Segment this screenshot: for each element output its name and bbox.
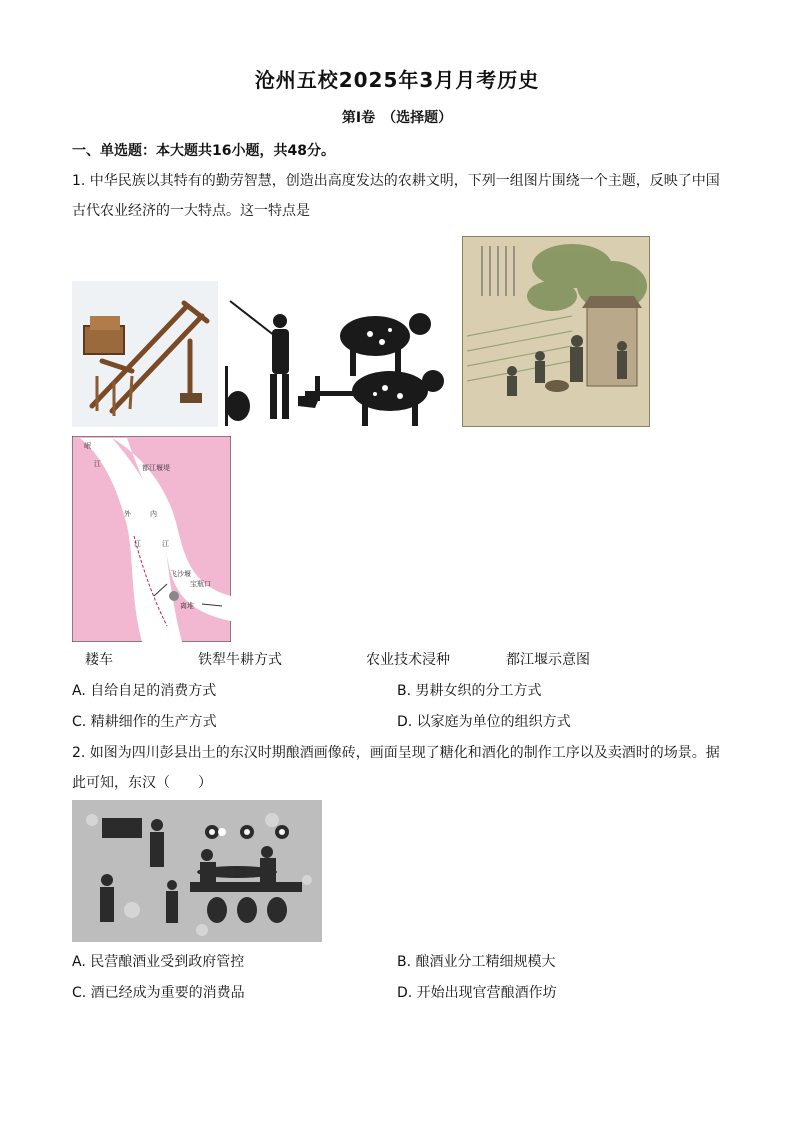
section-heading: 一、单选题：本大题共16小题，共48分。 [72,143,335,159]
q2-option-d[interactable]: D. 开始出现官营酿酒作坊 [397,985,557,1001]
map-label-min: 岷 [84,442,91,450]
q1-option-d[interactable]: D. 以家庭为单位的组织方式 [397,714,571,730]
dujiangyan-map-illustration [72,436,231,642]
caption-iron-plough: 铁犁牛耕方式 [198,652,282,668]
brewing-brick-image [72,800,322,942]
caption-dujiangyan: 都江堰示意图 [506,652,590,668]
question-2-stem-line1: 2. 如图为四川彭县出土的东汉时期酿酒画像砖，画面呈现了糖化和酒化的制作工序以及卖酒时的场景。据 [72,745,720,761]
question-1-stem-line2: 古代农业经济的一大特点。这一特点是 [72,203,310,219]
dujiangyan-map [72,436,231,642]
brewing-relief-illustration [72,800,322,942]
map-label-baopingkou: 宝瓶口 [190,580,211,588]
map-label-wai: 外 [124,510,131,518]
q2-option-a[interactable]: A. 民营酿酒业受到政府管控 [72,954,245,970]
ox-plough-illustration [220,296,448,427]
map-label-dam: 都江堰堤 [142,464,170,472]
q2-option-b[interactable]: B. 酿酒业分工精细规模大 [397,954,556,970]
q2-option-c[interactable]: C. 酒已经成为重要的消费品 [72,985,245,1001]
question-2-stem [72,738,732,798]
map-label-nei: 内 [150,510,157,518]
question-2-stem-line2: 此可知，东汉（ ） [72,775,212,791]
map-label-feishayan: 飞沙堰 [170,570,191,578]
question-1-stem-line1: 1. 中华民族以其特有的勤劳智慧，创造出高度发达的农耕文明，下列一组图片围绕一个主题，反映了中国 [72,173,720,189]
question-1-stem [72,166,732,226]
map-label-jiang1: 江 [94,460,101,468]
map-label-jiang3: 江 [162,540,169,548]
page-subtitle: 第Ⅰ卷 （选择题） [341,110,453,126]
seed-soaking-image [462,236,650,427]
caption-louche: 耧车 [85,652,113,668]
map-label-lidui: 离堆 [180,602,194,610]
q1-option-a[interactable]: A. 自给自足的消费方式 [72,683,217,699]
page-title: 沧州五校2025年3月月考历史 [254,68,540,92]
q1-option-c[interactable]: C. 精耕细作的生产方式 [72,714,217,730]
caption-seed-soaking: 农业技术浸种 [366,652,450,668]
map-label-jiang2: 江 [134,540,141,548]
louche-illustration [72,281,218,427]
iron-plough-image [220,296,448,427]
farming-painting-illustration [462,236,650,427]
q1-option-b[interactable]: B. 男耕女织的分工方式 [397,683,542,699]
louche-image [72,281,218,427]
